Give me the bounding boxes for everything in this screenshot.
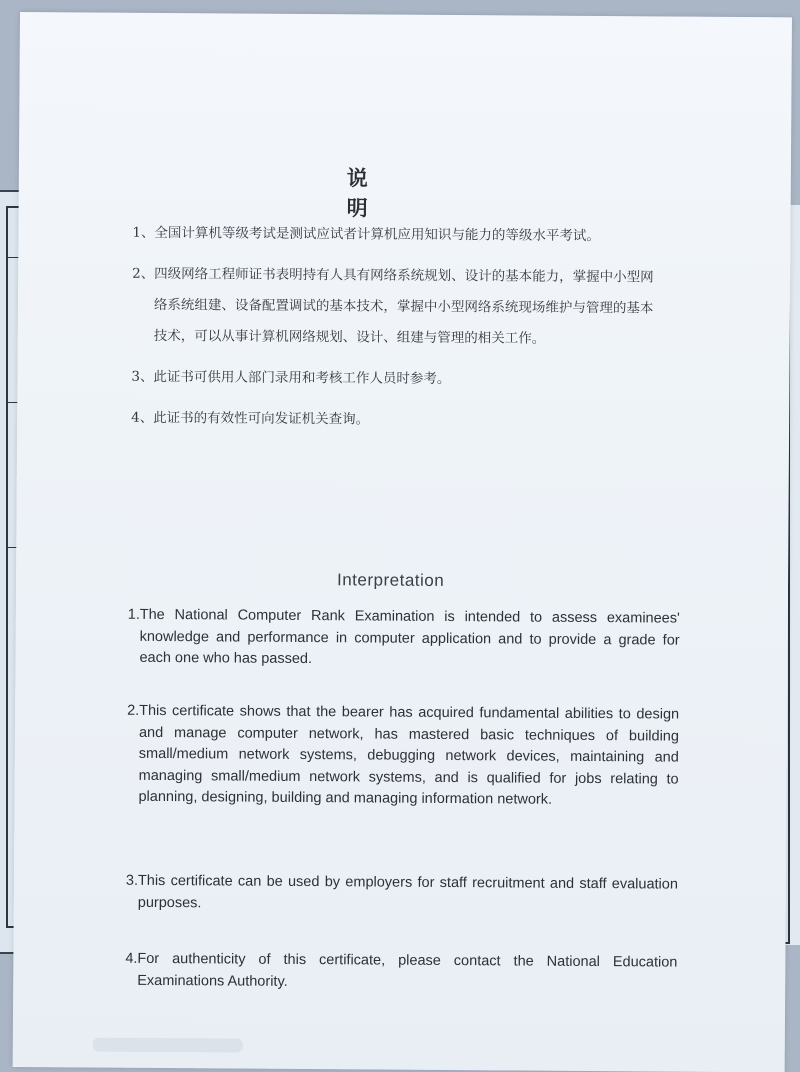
item-number: 2.: [127, 702, 140, 719]
item-number: 4、: [131, 409, 154, 426]
list-item: [125, 949, 677, 996]
item-text: For authenticity of this certificate, please contact the National Education Examinations Authority.: [137, 950, 678, 990]
item-text: This certificate shows that the bearer has acquired fundamental abilities to design and manage computer network, has mastered basic techniques of building small/medium network systems, debugging network devices, maintaining and managing small/medium network systems, and is qualified for jobs relating to planning, designing, building and managing information network.: [138, 702, 680, 808]
item-text: 此证书的有效性可向发证机关查询。: [153, 409, 370, 428]
chinese-title: 说 明: [346, 165, 420, 221]
item-number: 3、: [131, 368, 154, 385]
item-number: 4.: [125, 950, 138, 967]
list-item: [132, 218, 692, 253]
print-smudge: [93, 1038, 243, 1053]
list-item: [132, 259, 693, 356]
english-title: Interpretation: [336, 570, 445, 590]
item-text: 全国计算机等级考试是测试应试者计算机应用知识与能力的等级水平考试。: [154, 224, 601, 245]
list-item: [127, 605, 679, 673]
chinese-notes-list: [131, 218, 693, 448]
item-number: 3.: [125, 872, 139, 889]
item-text: The National Computer Rank Examination is intended to assess examinees' knowledge and performance in computer application and to provide a grade for each one who has passed.: [139, 606, 680, 668]
item-text: 此证书可供用人部门录用和考核工作人员时参考。: [153, 368, 451, 388]
item-number: 1、: [132, 224, 155, 241]
item-number: 1.: [127, 606, 140, 623]
certificate-page: [13, 12, 792, 1072]
item-text: This certificate can be used by employers for staff recruitment and staff evaluation purposes.: [137, 872, 678, 911]
item-number: 2、: [132, 265, 155, 282]
list-item: [126, 871, 678, 918]
list-item: [131, 403, 691, 438]
list-item: [131, 362, 691, 397]
item-text: 四级网络工程师证书表明持有人具有网络系统规划、设计的基本能力，掌握中小型网络系统组建、设备配置调试的基本技术，掌握中小型网络系统现场维护与管理的基本技术，可以从事计算机网络规划、设计、组建与管理的相关工作。: [153, 265, 654, 347]
list-item: [126, 701, 679, 812]
